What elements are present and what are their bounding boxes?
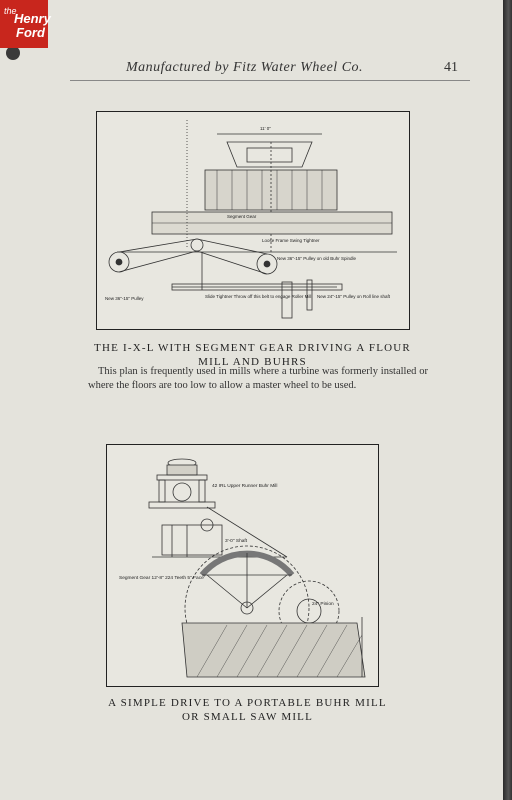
label-segment: Segment Gear 12'-8" 224 Teeth 5" Face xyxy=(119,576,204,581)
page-header xyxy=(70,58,470,81)
label-runner: 42 IRL Upper Runner Buhr Mill xyxy=(212,484,278,489)
page-edge-shadow xyxy=(503,0,512,800)
page-number: 41 xyxy=(444,60,458,75)
drawing-buhr-mill-drive xyxy=(107,445,378,686)
label-pulley-left: New 36"-15" Pulley xyxy=(105,296,144,301)
label-segment-gear: Segment Gear xyxy=(227,214,257,219)
label-pulley-bottom: New 24"-15" Pulley on Roll line shaft xyxy=(317,294,390,299)
label-tightener: Slide Tightner Throw off this belt to engage Roller Mill xyxy=(205,294,312,299)
logo-line2: Henry xyxy=(14,11,51,26)
body-paragraph: This plan is frequently used in mills where a turbine was formerly installed or where the floors are too low to allow a master wheel to be used. xyxy=(88,366,428,391)
binding-hole xyxy=(6,46,20,60)
figure1-caption-line1: THE I-X-L WITH SEGMENT GEAR DRIVING A FLOUR xyxy=(94,342,411,354)
henry-ford-logo[interactable] xyxy=(0,0,51,48)
label-belt-note: Loose Frame Swing Tightner xyxy=(262,238,320,243)
drawing-water-wheel-plan xyxy=(97,112,409,329)
logo-line1: the xyxy=(4,6,17,16)
figure2-caption-line2: OR SMALL SAW MILL xyxy=(181,711,314,723)
label-shaft: 3'-0" Shaft xyxy=(225,539,248,544)
figure1-caption-line2: MILL AND BUHRS xyxy=(198,356,307,368)
figure2-caption xyxy=(90,696,405,724)
figure-segment-gear-flour-mill xyxy=(96,111,410,330)
label-pinion: 24" Pinion xyxy=(312,602,334,607)
label-dim-top: 11' 0" xyxy=(260,126,271,131)
label-pulley-right: New 36"-15" Pulley on old Buhr Spindle xyxy=(277,256,356,261)
header-title: Manufactured by Fitz Water Wheel Co. xyxy=(126,60,364,75)
logo-line3: Ford xyxy=(16,25,45,40)
figure2-caption-line1: A SIMPLE DRIVE TO A PORTABLE BUHR MILL xyxy=(108,697,387,709)
figure-portable-buhr-mill xyxy=(106,444,379,687)
